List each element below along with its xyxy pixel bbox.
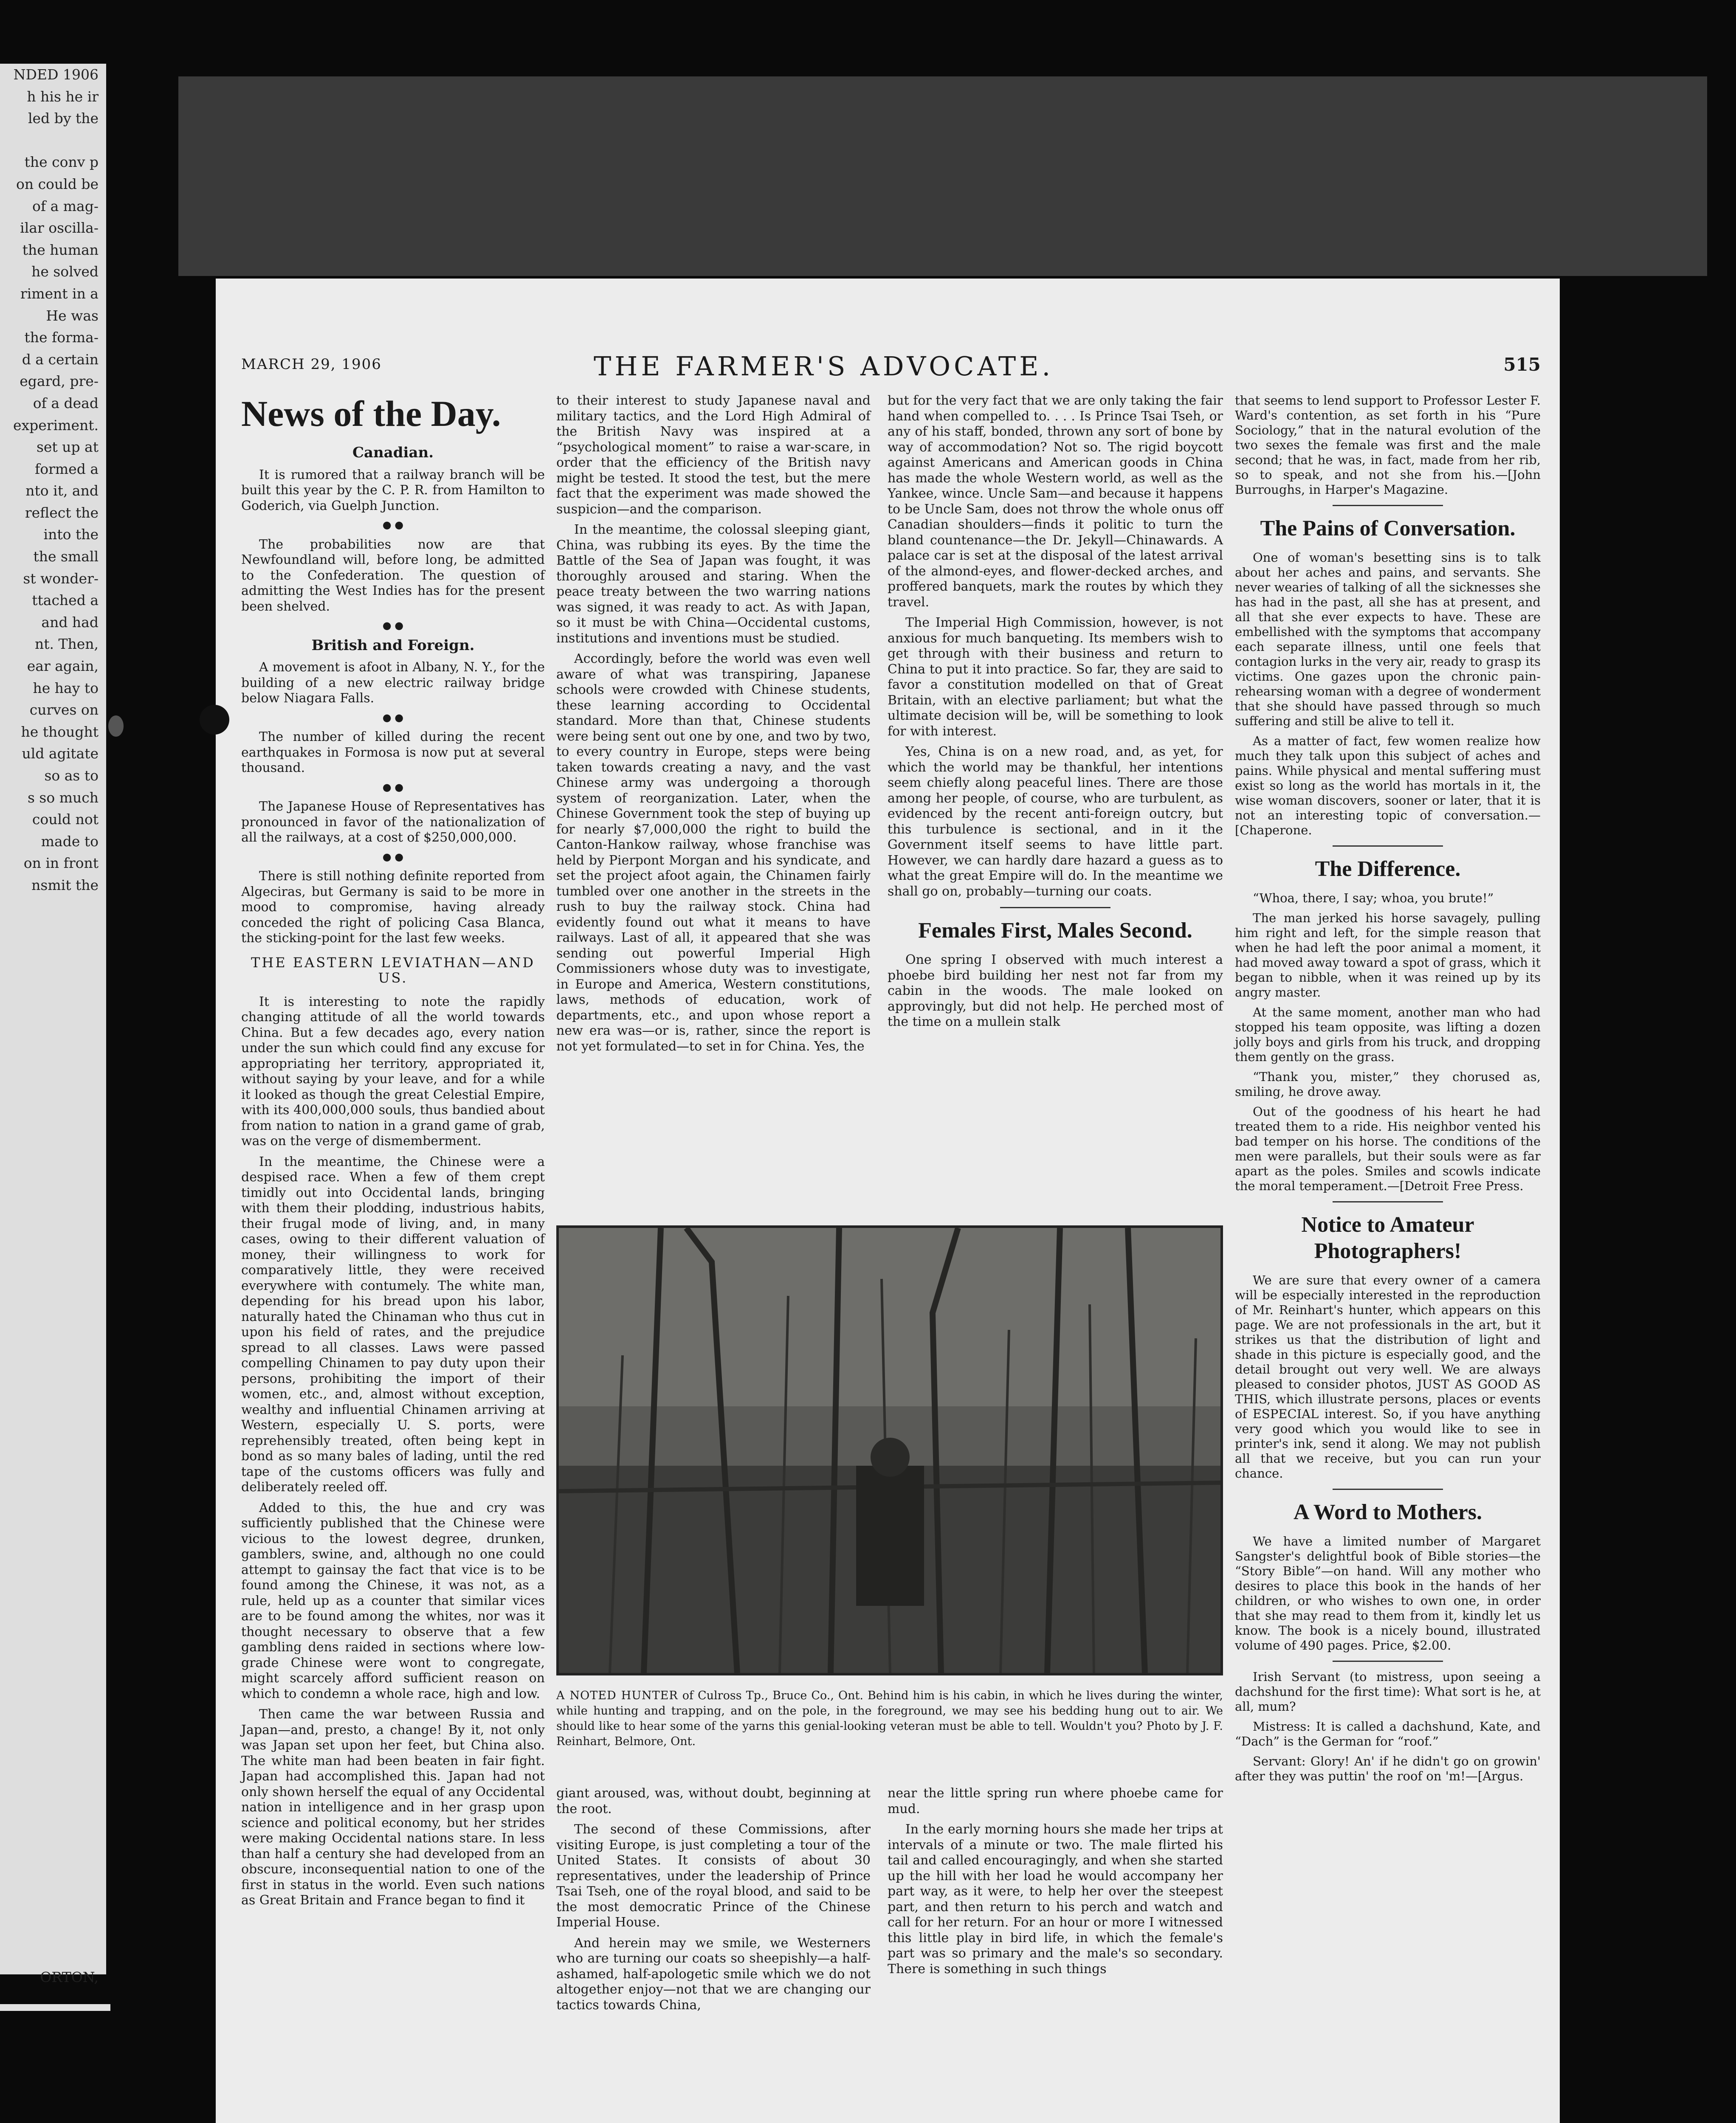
page-number: 515 — [1503, 354, 1541, 375]
females-heading: Females First, Males Second. — [918, 918, 1192, 943]
mothers-heading: A Word to Mothers. — [1294, 1500, 1482, 1524]
scan-background — [178, 76, 1707, 276]
previous-page-line: curves on — [29, 701, 99, 718]
newspaper-page — [216, 279, 1560, 2123]
binding-hole — [108, 715, 124, 737]
previous-page-line: riment in a — [20, 285, 99, 302]
previous-page-line: uld agitate — [22, 745, 99, 762]
binding-hole — [200, 705, 229, 735]
previous-page-line: reflect the — [25, 504, 99, 521]
paragraph: We are sure that every owner of a camera will be especially interested in the reproduction of Mr. Reinhart's hunter, which appears on this page. We are not professionals in the art, but it strikes us that the distribution of light and shade in this picture is especially good, and the detail brought out very well. We are always pleased to consider photos, JUST AS GOOD AS THIS, which illustrate persons, places or events of ESPECIAL interest. So, if you have anything very good which you would like to see in printer's ink, send it along. We may not publish all that we receive, but you can run your chance. — [1235, 1273, 1541, 1481]
paragraph: Yes, China is on a new road, and, as yet, for which the world may be thankful, her intentions seem chiefly along peaceful lines. There are those among her people, of course, who are turbulent, as evidenced by the recent anti-foreign outcry, but this turbulence is sectional, and in it the Government itself seems to have little part. However, we can hardly dare hazard a guess as to what the great Empire will do. In the meantime we shall go on, probably—turning our coats. — [888, 744, 1223, 899]
section-foreign: British and Foreign. — [311, 636, 475, 654]
paragraph: to their interest to study Japanese naval and military tactics, and the Lord High Admiral of the British Navy was inspired at a “psychological moment” to raise a war-scare, in order that the efficiency of the British navy might be tested. It stood the test, but the mere fact that the experiment was made showed the suspicion—and the comparison. — [556, 393, 871, 517]
column-2-lower — [556, 1786, 871, 2018]
previous-page-line: He was — [46, 307, 99, 324]
paragraph: There is still nothing definite reported from Algeciras, but Germany is said to be more in mood to compromise, having already conceded the right of policing Casa Blanca, the sticking-point for the last few weeks. — [241, 869, 545, 946]
previous-page-line — [0, 130, 106, 152]
previous-page-line: d a certain — [22, 351, 99, 368]
previous-page-line: the conv p — [24, 154, 99, 171]
separator: ● ● — [382, 781, 404, 793]
page-title: THE FARMER'S ADVOCATE. — [594, 351, 1054, 382]
paragraph: Servant: Glory! An' if he didn't go on growin' after they was puttin' the roof on 'm!—[Argus. — [1235, 1754, 1541, 1783]
page-header — [241, 351, 1541, 385]
previous-page-line: so as to — [44, 767, 99, 784]
previous-page-line: made to — [41, 833, 99, 850]
previous-page-line: the small — [33, 548, 99, 565]
column-4 — [1235, 393, 1541, 1789]
section-eastern: THE EASTERN LEVIATHAN—AND US. — [251, 954, 535, 986]
paragraph: Mistress: It is called a dachshund, Kate, and “Dach” is the German for “roof.” — [1235, 1719, 1541, 1749]
paragraph: The Japanese House of Representatives has pronounced in favor of the nationalization of all the railways, at a cost of $250,000,000. — [241, 799, 545, 845]
separator: ● ● — [382, 519, 404, 531]
column-3-lower — [888, 1786, 1223, 1982]
paragraph: At the same moment, another man who had stopped his team opposite, was lifting a dozen jolly boys and girls from his truck, and dropping them gently on the grass. — [1235, 1005, 1541, 1064]
rule — [1333, 1201, 1443, 1202]
notice-heading: Notice to Amateur Photographers! — [1301, 1213, 1474, 1263]
paragraph: Accordingly, before the world was even well aware of what was transpiring, Japanese schools were crowded with Chinese students, these learning according to Occidental standard. More than that, Chinese students were being sent out one by one, and two by two, to every country in Europe, steps were being taken towards creating a navy, and the vast Chinese army was undergoing a thorough system of reorganization. Later, when the Chinese Government took the step of buying up for nearly $7,000,000 the right to build the Canton-Hankow railway, whose franchise was held by Pierpont Morgan and his syndicate, and set the project afoot again, the Chinamen fairly tumbled over one another in the streets in the rush to buy the railway stock. China had evidently found out what it means to have railways. Last of all, it appeared that she was sending out powerful Imperial High Commissioners whose duty was to investigate, in Europe and America, Western constitutions, laws, methods of education, work of departments, etc., and upon whose report a new era was—or is, rather, since the report is not yet formulated—to set in for China. Yes, the — [556, 651, 871, 1054]
previous-page-line: h his he ir — [27, 88, 99, 105]
paragraph: The probabilities now are that Newfoundland will, before long, be admitted to the Confederation. The question of admitting the West Indies has for the present been shelved. — [241, 537, 545, 614]
column-2-upper — [556, 393, 871, 1059]
paragraph: Irish Servant (to mistress, upon seeing a dachshund for the first time): What sort is he, at all, mum? — [1235, 1670, 1541, 1714]
previous-page-line: the human — [22, 241, 99, 258]
paragraph: Added to this, the hue and cry was sufficiently published that the Chinese were vicious to the lowest degree, drunken, gamblers, swine, and, although no one could attempt to gainsay the fact that vice is to be found among the Chinese, it was not, as a rule, held up as a counter that similar vices are to be found among the whites, nor was it thought necessary to observe that a few gambling dens raided in sections where low-grade Chinese were wont to congregate, might scarcely afford sufficient reason on which to condemn a whole race, high and low. — [241, 1500, 545, 1701]
paragraph: One of woman's besetting sins is to talk about her aches and pains, and servants. She never wearies of talking of all the sicknesses she has had in the past, all she has at present, and all that she ever expects to have. These are embellished with the symptoms that accompany each separate illness, until one feels that contagion lurks in the very air, ready to grasp its victims. One gazes upon the chronic pain-rehearsing woman with a degree of wonderment that she should have passed through so much suffering and still be alive to tell it. — [1235, 550, 1541, 728]
column-1 — [241, 393, 545, 1914]
paragraph: Out of the goodness of his heart he had treated them to a ride. His neighbor vented his bad temper on his horse. The conditions of the men were parallels, but their souls were as far apart as the poles. Smiles and scowls indicate the moral temperament.—[Detroit Free Press. — [1235, 1104, 1541, 1193]
rule — [1333, 505, 1443, 506]
rule — [1000, 907, 1110, 908]
paragraph: A movement is afoot in Albany, N. Y., for the building of a new electric railway bridge below Niagara Falls. — [241, 660, 545, 706]
paragraph: The second of these Commissions, after visiting Europe, is just completing a tour of the United States. It consists of about 30 representatives, under the leadership of Prince Tsai Tseh, one of the royal blood, and said to be the most democratic Prince of the Chinese Imperial House. — [556, 1822, 871, 1930]
paragraph: The Imperial High Commission, however, is not anxious for much banqueting. Its members wish to get through with their business and return to China to put it into practice. So far, they are said to favor a constitution modelled on that of Great Britain, with an elective parliament; but what the ultimate decision will be, will be something to look for with interest. — [888, 615, 1223, 739]
previous-page-line: ilar oscilla- — [20, 220, 99, 237]
separator: ● ● — [382, 619, 404, 631]
paragraph: giant aroused, was, without doubt, beginning at the root. — [556, 1786, 871, 1816]
paragraph: The number of killed during the recent earthquakes in Formosa is now put at several thousand. — [241, 729, 545, 775]
paragraph: but for the very fact that we are only taking the fair hand when compelled to. . . . Is Prince Tsai Tseh, or any of his staff, bonded, thrown any sort of bone by way of accommodation? Not so. The rigid boycott against Americans and American goods in China has made the whole Western world, as well as the Yankee, wince. Uncle Sam—and because it happens to be Uncle Sam, does not throw the whole onus off Canadian shoulders—finds it politic to turn the bland countenance—the Dr. Jekyll—Chinawards. A palace car is set at the disposal of the latest arrival of the almond-eyes, and flower-decked arches, and proffered banquets, mark the routes by which they travel. — [888, 393, 1223, 610]
previous-page-line: he solved — [31, 263, 99, 280]
previous-page-line: of a dead — [33, 394, 99, 411]
previous-page-line: egard, pre- — [20, 373, 99, 390]
previous-page-line: and had — [41, 614, 99, 631]
previous-page-line: the forma- — [24, 329, 99, 346]
rule — [1333, 1489, 1443, 1490]
previous-page-line: of a mag- — [32, 197, 99, 214]
previous-page-text — [0, 64, 106, 1988]
news-heading: News of the Day. — [241, 393, 501, 434]
previous-page-line: set up at — [36, 439, 99, 456]
paragraph: Then came the war between Russia and Japan—and, presto, a change! By it, not only was Japan set upon her feet, but China also. The white man had been beaten in fair fight. Japan had accomplished this. Japan had not only shown herself the equal of any Occidental nation in intelligence and in her grasp upon science and political economy, but her strides were making Occidental nations stare. In less than half a century she had developed from an obscure, inconsequential nation to one of the first in status in the world. Even such nations as Great Britain and France began to find it — [241, 1707, 545, 1908]
pains-heading: The Pains of Conversation. — [1260, 516, 1516, 541]
previous-page-line: he thought — [21, 723, 99, 740]
paragraph: “Thank you, mister,” they chorused as, smiling, he drove away. — [1235, 1070, 1541, 1099]
paragraph: In the meantime, the Chinese were a despised race. When a few of them crept timidly out into Occidental lands, bringing with them their plodding, industrious habits, their frugal mode of living, and, in many cases, owing to their different valuation of money, their willingness to work for comparatively little, they were received everywhere with contumely. The white man, depending for his bread upon his labor, naturally hated the Chinaman who thus cut in upon his field of rates, and the prejudice spread to all classes. Laws were passed compelling Chinamen to pay duty upon their persons, prohibiting the import of their women, etc., and, almost without exception, wealthy and influential Chinamen arriving at Western, especially U. S. ports, were reprehensibly treated, often being kept in bond as so many bales of lading, until the red tape of the customs officers was fully and deliberately reeled off. — [241, 1154, 545, 1495]
difference-heading: The Difference. — [1315, 857, 1461, 881]
previous-page-line: nt. Then, — [34, 636, 99, 653]
separator: ● ● — [382, 850, 404, 863]
photo-caption — [556, 1688, 1223, 1749]
column-3-upper — [888, 393, 1223, 1035]
previous-page-line: on in front — [23, 855, 99, 872]
previous-page-line: he hay to — [33, 679, 99, 696]
previous-page-line: NDED 1906 — [13, 66, 99, 83]
previous-page-line: on could be — [16, 175, 99, 192]
rule — [1333, 845, 1443, 847]
paragraph: that seems to lend support to Professor Lester F. Ward's contention, as set forth in his “Pure Sociology,” that in the natural evolution of the two sexes the female was first and the male second; that he was, in fact, made from her rib, so to speak, and not she from his.—[John Burroughs, in Harper's Magazine. — [1235, 393, 1541, 497]
previous-page-line: s so much — [28, 789, 99, 806]
previous-page-line: could not — [32, 811, 99, 828]
caption-lead: A NOTED HUNTER — [556, 1689, 678, 1702]
paragraph: “Whoa, there, I say; whoa, you brute!” — [1253, 891, 1494, 905]
section-canadian: Canadian. — [352, 444, 434, 461]
previous-page-line: ttached a — [32, 592, 99, 609]
caption-text: of Culross Tp., Bruce Co., Ont. Behind him is his cabin, in which he lives during the winter, while hunting and trapping, and on the pole, in the foreground, we may see his bedding hung out to air. We should like to hear some of the yarns this genial-looking veteran must be able to tell. Wouldn't you? Photo by J. F. Reinhart, Belmore, Ont. — [556, 1689, 1223, 1748]
previous-page-line: led by the — [28, 110, 99, 127]
separator: ● ● — [382, 711, 404, 724]
paragraph: In the meantime, the colossal sleeping giant, China, was rubbing its eyes. By the time the Battle of the Sea of Japan was fought, it was thoroughly aroused and staring. When the peace treaty between the two warring nations was signed, it was ready to act. As with Japan, so it must be with China—Occidental customs, institutions and inventions must be studied. — [556, 522, 871, 646]
hunter-photo — [556, 1225, 1223, 1675]
previous-page-line: nsmit the — [31, 876, 99, 893]
paragraph: It is rumored that a railway branch will be built this year by the C. P. R. from Hamilton to Goderich, via Guelph Junction. — [241, 467, 545, 513]
forest-photo-image — [559, 1228, 1220, 1673]
paragraph: We have a limited number of Margaret Sangster's delightful book of Bible stories—the “Story Bible”—on hand. Will any mother who desires to place this book in the hands of her children, or who wishes to own one, in order that she may read to them from it, kindly let us know. The book is a nicely bound, illustrated volume of 490 pages. Price, $2.00. — [1235, 1534, 1541, 1653]
paragraph: The man jerked his horse savagely, pulling him right and left, for the simple reason that when he had left the poor animal a moment, it had moved away toward a spot of grass, which it began to nibble, when it was reined up by its angry master. — [1235, 911, 1541, 1000]
paragraph: One spring I observed with much interest a phoebe bird building her nest not far from my cabin in the woods. The male looked on approvingly, but did not help. He perched most of the time on a mullein stalk — [888, 952, 1223, 1029]
paragraph: As a matter of fact, few women realize how much they talk upon this subject of aches and pains. While physical and mental suffering must exist so long as the world has mortals in it, the wise woman discovers, sooner or later, that it is not an interesting topic of conversation.—[Chaperone. — [1235, 734, 1541, 837]
previous-page-line: experiment. — [13, 417, 99, 434]
previous-page-line: formed a — [35, 460, 99, 477]
paragraph: And herein may we smile, we Westerners who are turning our coats so sheepishly—a half-ashamed, half-apologetic smile which we do not altogether enjoy—not that we are changing our tactics towards China, — [556, 1935, 871, 2013]
page-edge-rule — [0, 2004, 110, 2011]
previous-page-line: ear again, — [27, 658, 99, 675]
previous-page-line: ORTON, — [40, 1968, 99, 1985]
page-date: MARCH 29, 1906 — [241, 356, 382, 373]
paragraph: In the early morning hours she made her trips at intervals of a minute or two. The male flirted his tail and called encouragingly, and when she started up the hill with her load he would accompany her part way, as it were, to help her over the steepest part, and then return to his perch and watch and call for her return. For an hour or more I witnessed this little play in bird life, in which the female's part was so primary and the male's so secondary. There is something in such things — [888, 1822, 1223, 1977]
previous-page-line: st wonder- — [23, 570, 99, 587]
previous-page-line: into the — [43, 526, 99, 543]
previous-page-edge — [0, 64, 106, 1985]
rule — [1333, 1661, 1443, 1662]
previous-page-line: nto it, and — [25, 482, 99, 499]
paragraph: It is interesting to note the rapidly changing attitude of all the world towards China. But a few decades ago, every nation under the sun which could find any excuse for appropriating her territory, appropriated it, without saying by your leave, and for a while it looked as though the great Celestial Empire, with its 400,000,000 souls, thus bandied about from nation to nation in a grand game of grab, was on the verge of dismemberment. — [241, 994, 545, 1149]
paragraph: near the little spring run where phoebe came for mud. — [888, 1786, 1223, 1816]
